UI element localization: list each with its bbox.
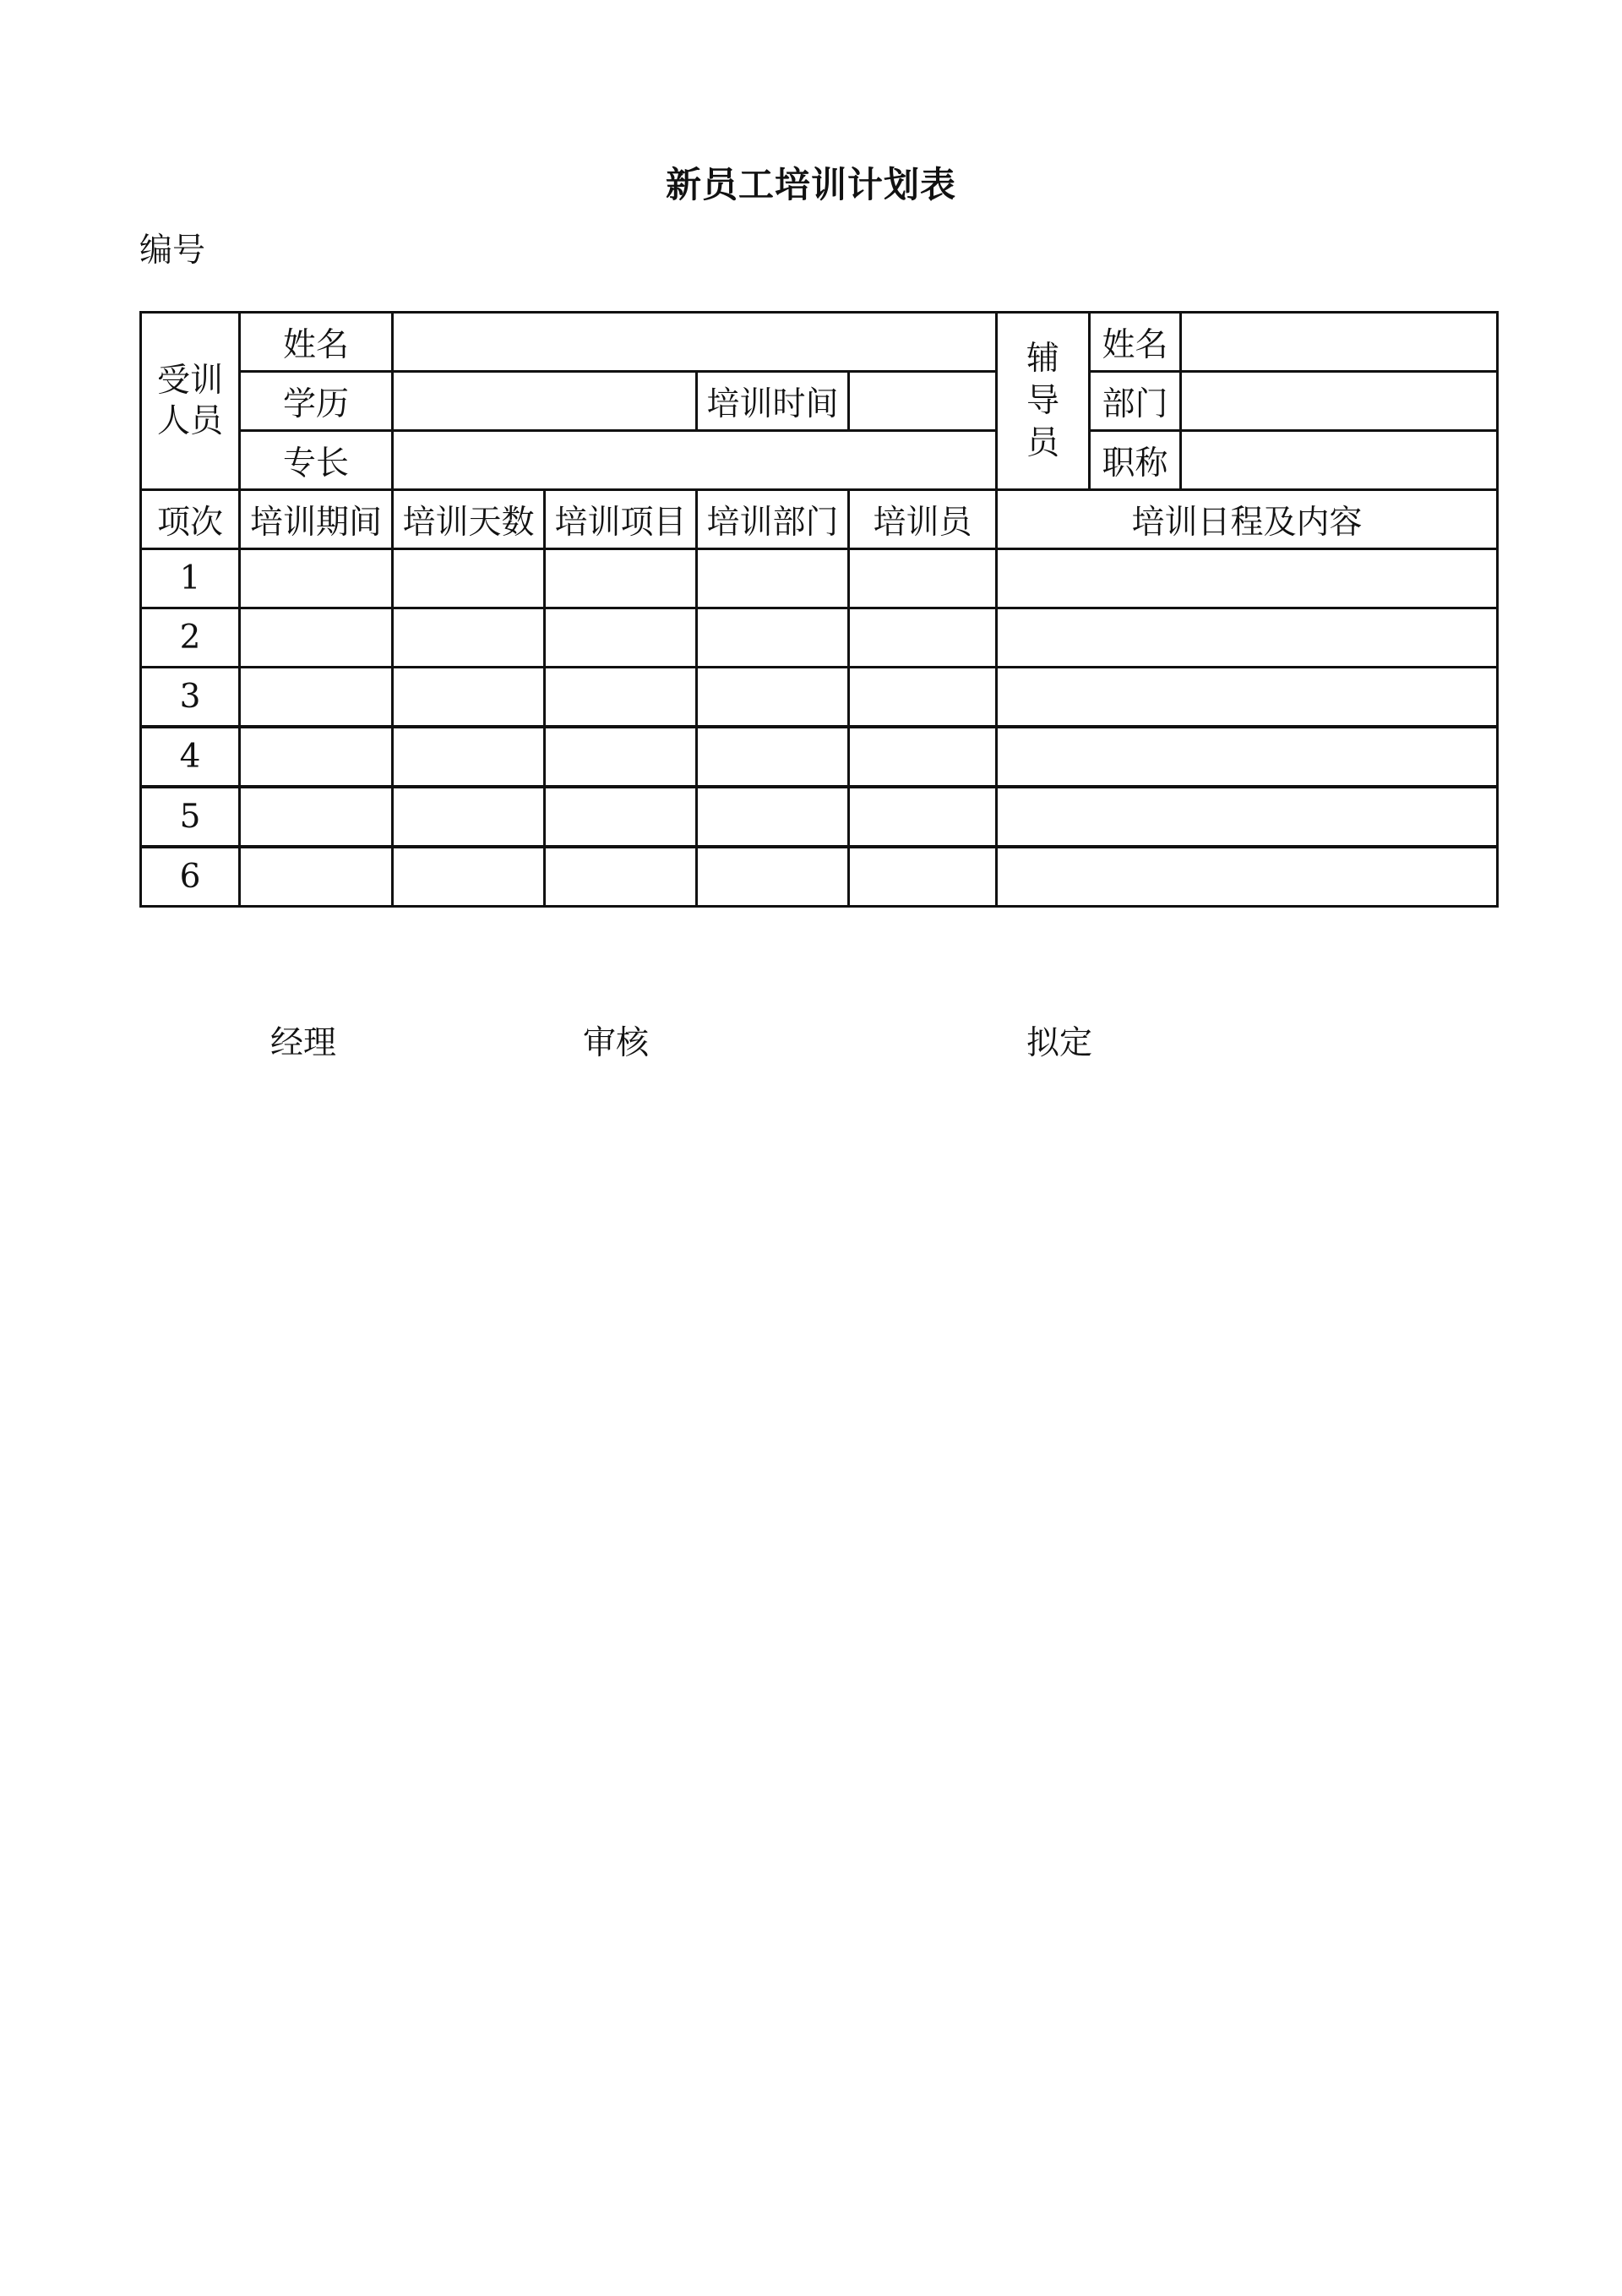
training-time-label: 培训时间 xyxy=(697,372,849,431)
serial-number-label: 编号 xyxy=(139,232,206,270)
content-cell[interactable] xyxy=(997,549,1498,608)
trainer-cell[interactable] xyxy=(849,608,997,668)
trainee-specialty-field[interactable] xyxy=(393,431,997,490)
trainee-name-field[interactable] xyxy=(393,313,997,372)
mentor-title-field[interactable] xyxy=(1181,431,1498,490)
mentor-department-label: 部门 xyxy=(1090,372,1181,431)
mentor-name-field[interactable] xyxy=(1181,313,1498,372)
mentor-group-label: 辅 导 员 xyxy=(997,313,1090,490)
period-cell[interactable] xyxy=(240,847,393,907)
trainer-cell[interactable] xyxy=(849,549,997,608)
trainer-cell[interactable] xyxy=(849,847,997,907)
table-row xyxy=(141,668,1498,728)
table-row xyxy=(141,847,1498,907)
days-cell[interactable] xyxy=(393,787,545,847)
table-row xyxy=(141,787,1498,847)
trainee-name-label: 姓名 xyxy=(240,313,393,372)
schedule-header-row xyxy=(141,490,1498,549)
row-number: 1 xyxy=(141,549,240,608)
days-cell[interactable] xyxy=(393,549,545,608)
department-cell[interactable] xyxy=(697,608,849,668)
item-cell[interactable] xyxy=(545,668,697,728)
content-cell[interactable] xyxy=(997,787,1498,847)
mentor-department-field[interactable] xyxy=(1181,372,1498,431)
header-schedule-content: 培训日程及内容 xyxy=(997,490,1498,549)
header-training-item: 培训项目 xyxy=(545,490,697,549)
drafter-signature-label: 拟定 xyxy=(1026,1024,1093,1062)
trainer-cell[interactable] xyxy=(849,668,997,728)
table-row xyxy=(141,727,1498,787)
period-cell[interactable] xyxy=(240,668,393,728)
item-cell[interactable] xyxy=(545,787,697,847)
trainee-row-name xyxy=(141,313,1498,372)
table-row xyxy=(141,549,1498,608)
training-time-field[interactable] xyxy=(849,372,997,431)
item-cell[interactable] xyxy=(545,727,697,787)
department-cell[interactable] xyxy=(697,847,849,907)
mentor-title-label: 职称 xyxy=(1090,431,1181,490)
header-training-days: 培训天数 xyxy=(393,490,545,549)
trainee-row-specialty xyxy=(141,431,1498,490)
reviewer-signature-label: 审核 xyxy=(583,1024,650,1062)
trainee-specialty-label: 专长 xyxy=(240,431,393,490)
days-cell[interactable] xyxy=(393,608,545,668)
days-cell[interactable] xyxy=(393,847,545,907)
days-cell[interactable] xyxy=(393,668,545,728)
header-training-period: 培训期间 xyxy=(240,490,393,549)
page-title: 新员工培训计划表 xyxy=(665,164,956,205)
trainer-cell[interactable] xyxy=(849,787,997,847)
content-cell[interactable] xyxy=(997,847,1498,907)
header-item-no: 项次 xyxy=(141,490,240,549)
mentor-name-label: 姓名 xyxy=(1090,313,1181,372)
row-number: 5 xyxy=(141,787,240,847)
trainee-education-label: 学历 xyxy=(240,372,393,431)
content-cell[interactable] xyxy=(997,668,1498,728)
trainee-education-field[interactable] xyxy=(393,372,697,431)
department-cell[interactable] xyxy=(697,727,849,787)
period-cell[interactable] xyxy=(240,549,393,608)
header-training-department: 培训部门 xyxy=(697,490,849,549)
row-number: 2 xyxy=(141,608,240,668)
days-cell[interactable] xyxy=(393,727,545,787)
item-cell[interactable] xyxy=(545,608,697,668)
training-plan-table xyxy=(139,311,1499,908)
period-cell[interactable] xyxy=(240,608,393,668)
row-number: 6 xyxy=(141,847,240,907)
item-cell[interactable] xyxy=(545,847,697,907)
row-number: 4 xyxy=(141,727,240,787)
table-row xyxy=(141,608,1498,668)
trainee-row-education xyxy=(141,372,1498,431)
period-cell[interactable] xyxy=(240,727,393,787)
manager-signature-label: 经理 xyxy=(270,1024,337,1062)
content-cell[interactable] xyxy=(997,608,1498,668)
department-cell[interactable] xyxy=(697,549,849,608)
department-cell[interactable] xyxy=(697,668,849,728)
row-number: 3 xyxy=(141,668,240,728)
header-trainer: 培训员 xyxy=(849,490,997,549)
period-cell[interactable] xyxy=(240,787,393,847)
trainee-group-label: 受训 人员 xyxy=(141,313,240,490)
content-cell[interactable] xyxy=(997,727,1498,787)
department-cell[interactable] xyxy=(697,787,849,847)
item-cell[interactable] xyxy=(545,549,697,608)
trainer-cell[interactable] xyxy=(849,727,997,787)
